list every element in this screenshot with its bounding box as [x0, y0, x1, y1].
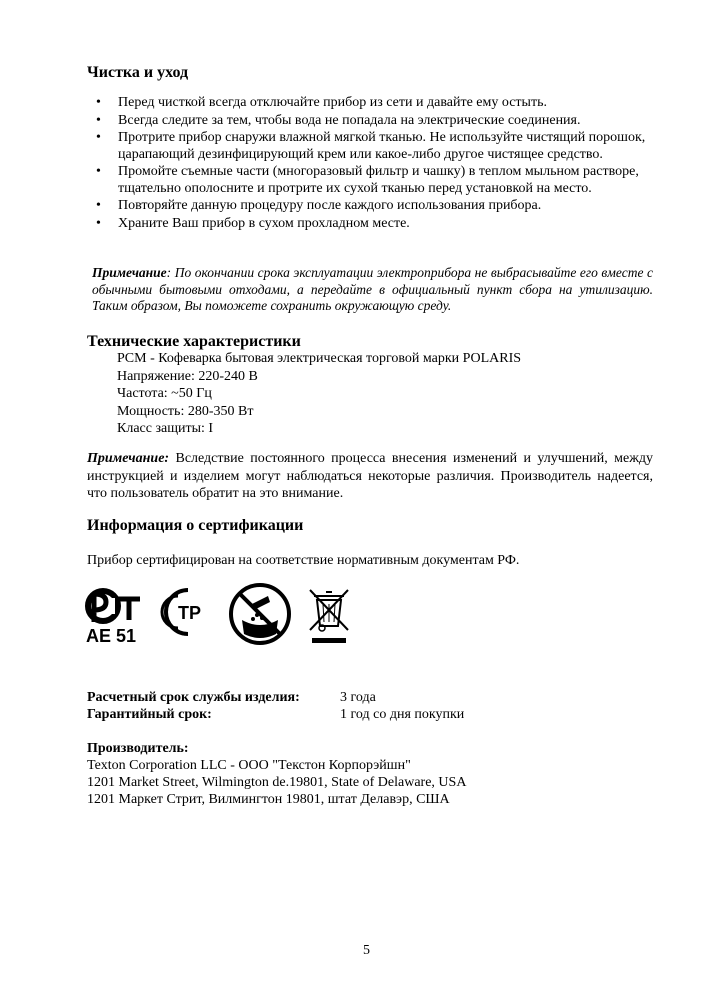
spec-line: Частота: ~50 Гц — [117, 386, 212, 402]
list-item: • Перед чисткой всегда отключайте прибор из сети и давайте ему остыть. — [90, 95, 662, 112]
service-life-row — [87, 689, 464, 706]
list-item: • Всегда следите за тем, чтобы вода не попадала на электрические соединения. — [90, 113, 662, 130]
pct-mark-icon — [86, 591, 140, 646]
note-text: Вследствие постоянного процесса внесения изменений и улучшений, между инструкцией и изделием могут наблюдаться некоторые различия. Производитель надеется, что пользователь обратит на это внимание. — [87, 451, 653, 502]
page-number: 5 — [363, 943, 370, 958]
no-water-immersion-icon — [231, 585, 289, 643]
spec-line: Мощность: 280-350 Вт — [117, 403, 254, 419]
warranty-label: Гарантийный срок: — [87, 707, 212, 722]
manufacturer-label: Производитель: — [87, 741, 189, 756]
manufacturer-line: 1201 Market Street, Wilmington de.19801, State of Delaware, USA — [87, 775, 467, 790]
terms-block — [87, 689, 464, 723]
spec-line: PCM - Кофеварка бытовая электрическая торговой марки POLARIS — [117, 351, 522, 366]
care-list — [90, 95, 662, 233]
care-title: Чистка и уход — [87, 64, 189, 81]
manufacturer-line: Texton Corporation LLC - ООО "Текстон Корпорэйшн" — [87, 758, 411, 773]
cert-text: Прибор сертифицирован на соответствие нормативным документам РФ. — [87, 553, 520, 568]
disposal-note — [92, 265, 653, 315]
crossed-bin-icon — [310, 590, 348, 643]
note-label: Примечание — [92, 265, 167, 280]
specs-title: Технические характеристики — [87, 333, 301, 350]
logo-code: AE 51 — [86, 626, 137, 646]
cert-title: Информация о сертификации — [87, 517, 304, 534]
service-life-value: 3 года — [340, 690, 376, 705]
list-item: • Протрите прибор снаружи влажной мягкой тканью. Не используйте чистящий порошок, царапающий дезинфицирующий крем или какое-либо другое чистящее средство. — [90, 130, 662, 163]
note-label: Примечание: — [87, 451, 170, 466]
service-life-label: Расчетный срок службы изделия: — [87, 690, 300, 705]
spec-line: Класс защиты: I — [117, 421, 214, 437]
list-item: • Храните Ваш прибор в сухом прохладном месте. — [90, 216, 662, 233]
changes-note — [87, 450, 653, 503]
cert-logos — [82, 582, 382, 662]
list-item: • Повторяйте данную процедуру после каждого использования прибора. — [90, 198, 662, 215]
manufacturer-block — [87, 740, 466, 808]
warranty-row — [87, 706, 464, 723]
manufacturer-line: 1201 Маркет Стрит, Вилмингтон 19801, штат Делавэр, США — [87, 792, 450, 807]
list-item: • Промойте съемные части (многоразовый фильтр и чашку) в теплом мыльном растворе, тщательно ополосните и протрите их сухой тканью перед установкой на место. — [90, 164, 662, 197]
tp-mark-icon — [162, 590, 201, 634]
note-text: : По окончании срока эксплуатации электроприбора не выбрасывайте его вместе с обычными бытовыми отходами, а передайте в официальный пункт сбора на утилизацию. Таким образом, Вы поможете сохранить окружающую среду. — [92, 265, 653, 313]
warranty-value: 1 год со дня покупки — [340, 707, 465, 722]
specs-list — [117, 350, 521, 438]
logo-tp: ТР — [178, 603, 202, 623]
spec-line: Напряжение: 220-240 В — [117, 368, 258, 384]
